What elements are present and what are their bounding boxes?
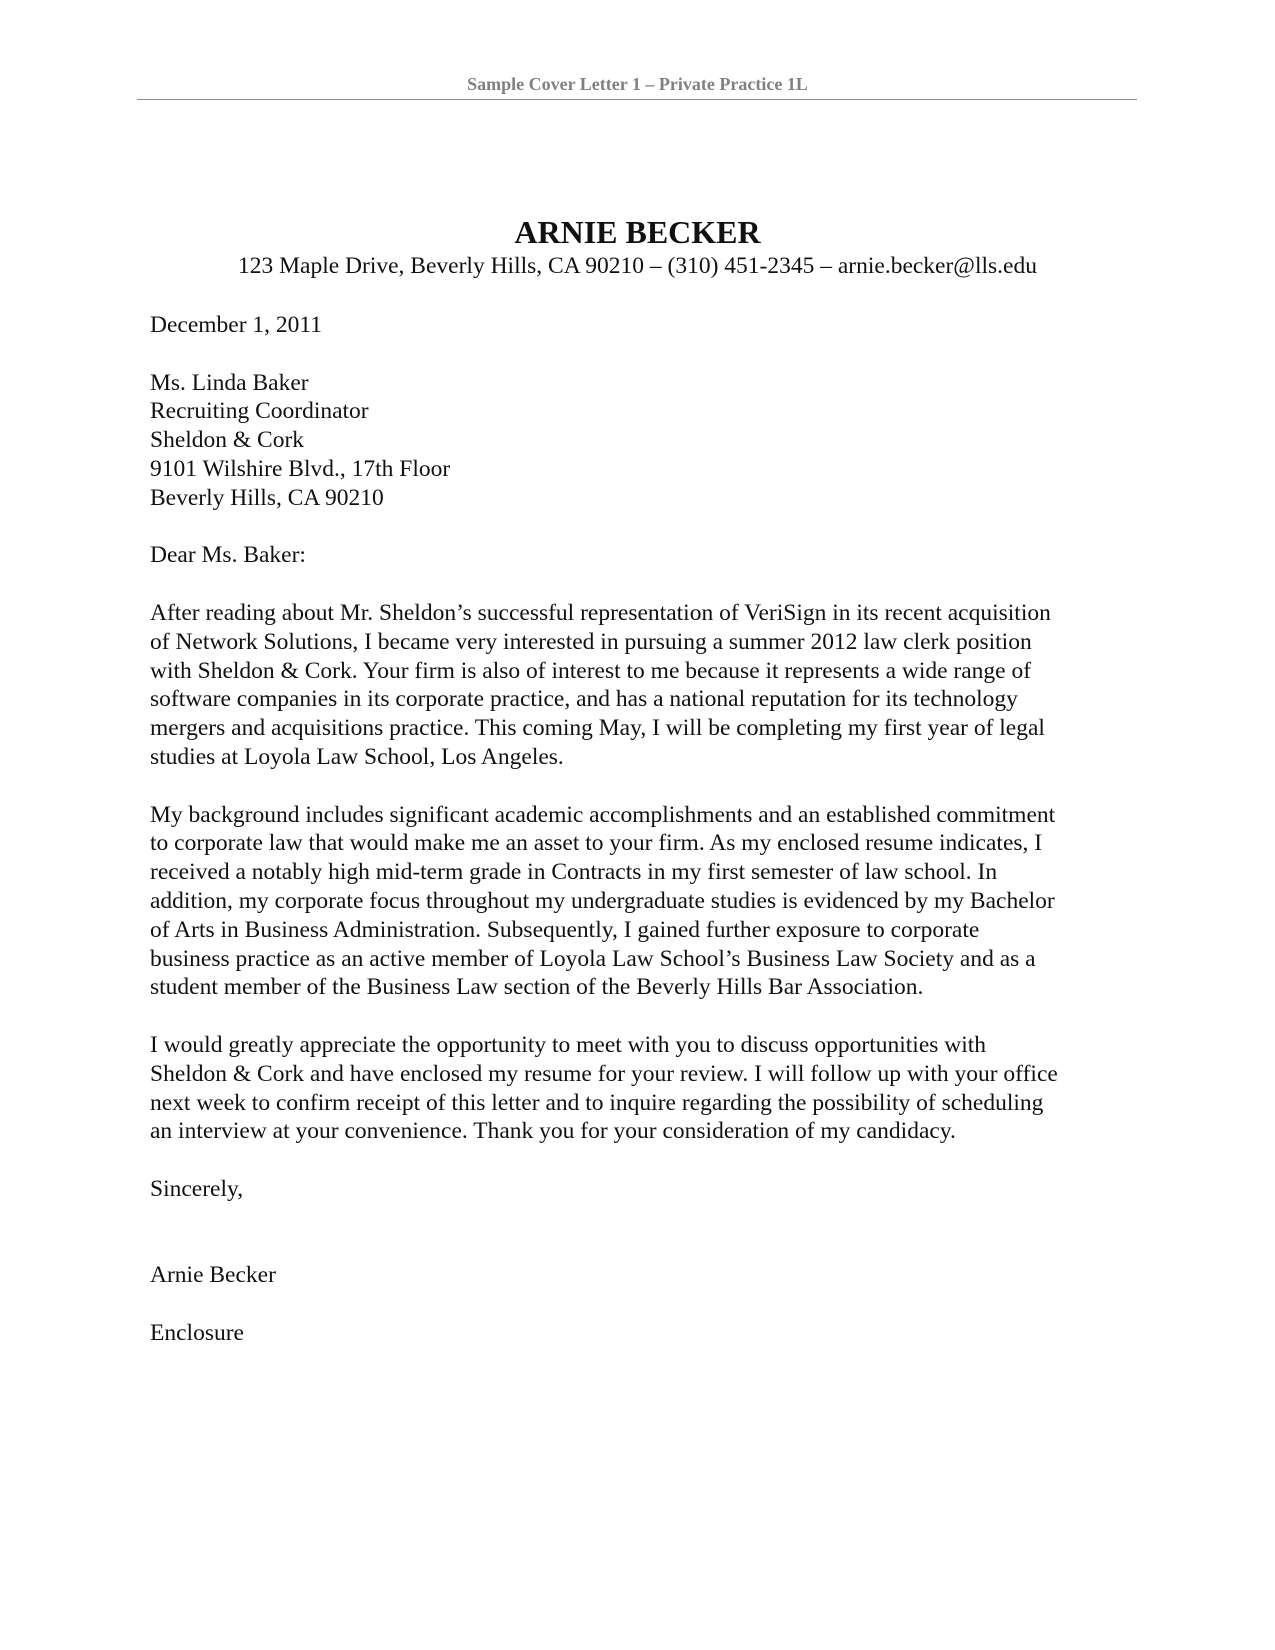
- paragraph-line: studies at Loyola Law School, Los Angeles.: [150, 743, 564, 770]
- recipient-line: Recruiting Coordinator: [150, 398, 369, 425]
- salutation: Dear Ms. Baker:: [150, 542, 306, 569]
- recipient-address: [150, 369, 1150, 513]
- recipient-line: Beverly Hills, CA 90210: [150, 484, 384, 511]
- paragraph-line: After reading about Mr. Sheldon’s successful representation of VeriSign in its recent acquisition: [150, 599, 1051, 626]
- enclosure-note: Enclosure: [150, 1319, 244, 1346]
- paragraph-line: of Arts in Business Administration. Subsequently, I gained further exposure to corporate: [150, 916, 980, 943]
- recipient-line: Sheldon & Cork: [150, 427, 305, 454]
- closing: Sincerely,: [150, 1175, 244, 1202]
- paragraph-1: [150, 599, 1150, 772]
- paragraph-line: software companies in its corporate practice, and has a national reputation for its technology: [150, 686, 1018, 713]
- paragraph-3: [150, 1031, 1150, 1146]
- paragraph-line: addition, my corporate focus throughout my undergraduate studies is evidenced by my Bachelor: [150, 887, 1055, 914]
- paragraph-line: business practice as an active member of Loyola Law School’s Business Law Society and as a: [150, 945, 1036, 972]
- recipient-line: 9101 Wilshire Blvd., 17th Floor: [150, 455, 451, 482]
- paragraph-line: student member of the Business Law section of the Beverly Hills Bar Association.: [150, 974, 924, 1001]
- paragraph-line: of Network Solutions, I became very interested in pursuing a summer 2012 law clerk position: [150, 628, 1032, 655]
- signature-name: Arnie Becker: [150, 1262, 276, 1289]
- sender-name: ARNIE BECKER: [514, 214, 761, 250]
- paragraph-line: next week to confirm receipt of this letter and to inquire regarding the possibility of scheduling: [150, 1089, 1044, 1116]
- paragraph-line: mergers and acquisitions practice. This coming May, I will be completing my first year of legal: [150, 715, 1045, 742]
- header-rule: [137, 99, 1137, 100]
- paragraph-line: received a notably high mid-term grade in Contracts in my first semester of law school. In: [150, 859, 998, 886]
- recipient-line: Ms. Linda Baker: [150, 369, 309, 396]
- paragraph-2: [150, 801, 1150, 1003]
- sender-contact-line: 123 Maple Drive, Beverly Hills, CA 90210 – (310) 451-2345 – arnie.becker@lls.edu: [238, 253, 1037, 279]
- running-header: Sample Cover Letter 1 – Private Practice 1L: [467, 74, 808, 94]
- paragraph-line: an interview at your convenience. Thank you for your consideration of my candidacy.: [150, 1118, 956, 1145]
- paragraph-line: My background includes significant academic accomplishments and an established commitment: [150, 801, 1056, 828]
- paragraph-line: with Sheldon & Cork. Your firm is also of interest to me because it represents a wide range of: [150, 657, 1032, 684]
- paragraph-line: I would greatly appreciate the opportunity to meet with you to discuss opportunities with: [150, 1031, 987, 1058]
- letter-body: [150, 311, 1150, 1376]
- paragraph-line: to corporate law that would make me an asset to your firm. As my enclosed resume indicates, I: [150, 830, 1043, 857]
- letter-date: December 1, 2011: [150, 312, 323, 338]
- paragraph-line: Sheldon & Cork and have enclosed my resume for your review. I will follow up with your office: [150, 1060, 1058, 1087]
